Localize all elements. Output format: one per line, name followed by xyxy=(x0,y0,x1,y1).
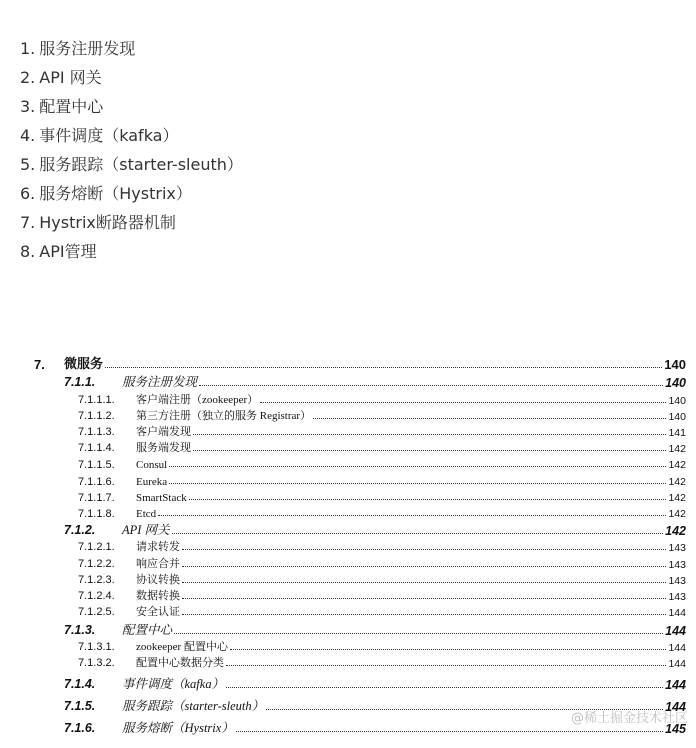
toc-entry-title: 7.1.6. 服务熔断（Hystrix） xyxy=(64,720,234,735)
toc-leader-dots xyxy=(226,687,663,688)
toc-leader-dots xyxy=(182,549,666,550)
intro-item-text: 服务注册发现 xyxy=(39,39,136,58)
toc-leader-dots xyxy=(193,434,666,435)
toc-entry-title: 7.1.2.3. 协议转换 xyxy=(78,573,180,586)
toc-entry-page: 142 xyxy=(668,443,686,456)
toc-subsection-row xyxy=(34,587,686,603)
toc-entry-title: 7.1.2.5. 安全认证 xyxy=(78,606,180,619)
toc-entry-code: 7.1.3. xyxy=(64,622,96,637)
toc-entry-title: 7.1.1.6. Eureka xyxy=(78,475,168,488)
toc-leader-dots xyxy=(105,367,662,368)
toc-entry-code: 7.1.1.4. xyxy=(78,442,115,455)
toc-subsection-row xyxy=(34,423,686,439)
table-of-contents xyxy=(34,348,686,736)
toc-entry-page: 140 xyxy=(665,376,686,391)
toc-entry-page: 144 xyxy=(665,699,686,714)
toc-section-row xyxy=(34,372,686,390)
toc-entry-code: 7.1.2.4. xyxy=(78,590,115,603)
toc-leader-dots xyxy=(182,614,666,615)
toc-entry-code: 7.1.1. xyxy=(64,375,96,390)
toc-entry-title: 7.1.3. 配置中心 xyxy=(64,622,173,637)
intro-item-text: API管理 xyxy=(39,242,97,261)
toc-chapter-code: 7. xyxy=(34,357,45,372)
intro-item-text: 事件调度（kafka） xyxy=(39,126,179,145)
intro-item-number: 7. xyxy=(20,213,36,232)
toc-subsection-row xyxy=(34,538,686,554)
toc-leader-dots xyxy=(260,402,666,403)
intro-item-number: 6. xyxy=(20,184,36,203)
toc-entry-page: 142 xyxy=(668,507,686,520)
toc-leader-dots xyxy=(226,665,666,666)
toc-entry-page: 142 xyxy=(668,475,686,488)
intro-item-number: 2. xyxy=(20,68,36,87)
toc-entry-code: 7.1.1.2. xyxy=(78,409,115,422)
toc-subsection-row xyxy=(34,638,686,654)
toc-chapter-page: 140 xyxy=(664,357,686,372)
toc-entry-code: 7.1.1.6. xyxy=(78,475,115,488)
intro-list-item xyxy=(20,239,680,268)
toc-entry-title: 7.1.1.4. 服务端发现 xyxy=(78,442,191,455)
intro-list-item xyxy=(20,94,680,123)
toc-entry-code: 7.1.1.8. xyxy=(78,507,115,520)
toc-leader-dots xyxy=(158,515,666,516)
toc-section-row xyxy=(34,619,686,637)
toc-leader-dots xyxy=(199,385,663,386)
toc-entry-code: 7.1.2. xyxy=(64,523,96,538)
toc-entry-title: 7.1.5. 服务跟踪（starter-sleuth） xyxy=(64,698,265,713)
toc-leader-dots xyxy=(169,466,666,467)
toc-entry-code: 7.1.5. xyxy=(64,698,96,713)
toc-entry-page: 143 xyxy=(668,591,686,604)
intro-list-item xyxy=(20,36,680,65)
toc-entry-title: 7.1.1.3. 客户端发现 xyxy=(78,425,191,438)
toc-entry-code: 7.1.1.3. xyxy=(78,425,115,438)
intro-item-text: Hystrix断路器机制 xyxy=(39,213,176,232)
toc-entry-title: 7.1.1.1. 客户端注册（zookeeper） xyxy=(78,393,259,406)
toc-subsection-row xyxy=(34,407,686,423)
toc-entry-page: 144 xyxy=(668,641,686,654)
toc-entry-title: 7.1.2. API 网关 xyxy=(64,523,170,538)
toc-entry-title: 7.1.2.4. 数据转换 xyxy=(78,590,180,603)
toc-entry-code: 7.1.2.3. xyxy=(78,573,115,586)
intro-list-item xyxy=(20,65,680,94)
toc-subsection-row xyxy=(34,455,686,471)
toc-leader-dots xyxy=(172,533,664,534)
toc-entry-page: 144 xyxy=(668,657,686,670)
toc-leader-dots xyxy=(169,483,666,484)
toc-entry-title: 7.1.1.7. SmartStack xyxy=(78,491,187,504)
toc-chapter-row xyxy=(34,348,686,372)
toc-entry-code: 7.1.4. xyxy=(64,676,96,691)
intro-list xyxy=(20,36,680,268)
toc-entry-page: 144 xyxy=(665,623,686,638)
intro-item-text: 服务熔断（Hystrix） xyxy=(39,184,192,203)
toc-entry-page: 142 xyxy=(668,491,686,504)
toc-entry-page: 141 xyxy=(668,426,686,439)
toc-entry-code: 7.1.6. xyxy=(64,720,96,735)
toc-leader-dots xyxy=(193,450,666,451)
toc-entry-title: 7.1.2.1. 请求转发 xyxy=(78,541,180,554)
toc-section-row xyxy=(34,520,686,538)
toc-leader-dots xyxy=(182,598,666,599)
toc-subsection-row xyxy=(34,603,686,619)
intro-list-item xyxy=(20,181,680,210)
toc-entry-code: 7.1.2.2. xyxy=(78,557,115,570)
toc-entry-code: 7.1.2.5. xyxy=(78,606,115,619)
toc-entry-page: 143 xyxy=(668,558,686,571)
toc-entry-page: 142 xyxy=(665,524,686,539)
toc-entry-title: 7.1.1.8. Etcd xyxy=(78,507,157,520)
toc-entry-page: 142 xyxy=(668,459,686,472)
toc-entry-page: 140 xyxy=(668,410,686,423)
intro-item-text: 配置中心 xyxy=(39,97,104,116)
toc-subsection-row xyxy=(34,488,686,504)
intro-item-number: 1. xyxy=(20,39,36,58)
intro-list-item xyxy=(20,210,680,239)
toc-subsection-row xyxy=(34,571,686,587)
toc-entry-title: 7.1.1.5. Consul xyxy=(78,459,168,472)
toc-leader-dots xyxy=(236,731,663,732)
toc-entry-title: 7.1.3.1. zookeeper 配置中心 xyxy=(78,640,228,653)
toc-entry-title: 7.1.2.2. 响应合并 xyxy=(78,557,180,570)
toc-chapter-title: 微服务 xyxy=(64,356,104,371)
toc-entry-title: 7.1.1. 服务注册发现 xyxy=(64,375,198,390)
toc-entry-page: 143 xyxy=(668,574,686,587)
toc-leader-dots xyxy=(230,649,667,650)
toc-entry-title: 7.1.1.2. 第三方注册（独立的服务 Registrar） xyxy=(78,409,312,422)
toc-entry-page: 145 xyxy=(665,721,686,736)
intro-list-item xyxy=(20,152,680,181)
intro-item-number: 5. xyxy=(20,155,36,174)
toc-subsection-row xyxy=(34,554,686,570)
intro-item-text: 服务跟踪（starter-sleuth） xyxy=(39,155,243,174)
watermark: @稀土掘金技术社区 xyxy=(570,711,688,726)
toc-leader-dots xyxy=(313,418,666,419)
intro-item-number: 8. xyxy=(20,242,36,261)
toc-entry-page: 143 xyxy=(668,542,686,555)
intro-item-number: 4. xyxy=(20,126,36,145)
toc-entry-page: 144 xyxy=(668,607,686,620)
toc-leader-dots xyxy=(182,566,666,567)
toc-entry-code: 7.1.1.1. xyxy=(78,393,115,406)
toc-entry-title: 7.1.4. 事件调度（kafka） xyxy=(64,676,225,691)
toc-subsection-row xyxy=(34,439,686,455)
toc-entry-code: 7.1.1.7. xyxy=(78,491,115,504)
toc-entry-code: 7.1.3.2. xyxy=(78,656,115,669)
toc-entry-code: 7.1.3.1. xyxy=(78,640,115,653)
toc-leader-dots xyxy=(189,499,667,500)
toc-section-row xyxy=(34,670,686,692)
toc-subsection-row xyxy=(34,654,686,670)
toc-entry-page: 144 xyxy=(665,677,686,692)
intro-item-text: API 网关 xyxy=(39,68,102,87)
toc-subsection-row xyxy=(34,504,686,520)
intro-item-number: 3. xyxy=(20,97,36,116)
toc-subsection-row xyxy=(34,390,686,406)
toc-subsection-row xyxy=(34,471,686,487)
toc-leader-dots xyxy=(174,633,663,634)
intro-list-item xyxy=(20,123,680,152)
toc-entry-page: 140 xyxy=(668,394,686,407)
toc-leader-dots xyxy=(182,582,666,583)
toc-entry-code: 7.1.1.5. xyxy=(78,459,115,472)
toc-entry-code: 7.1.2.1. xyxy=(78,541,115,554)
toc-entry-title: 7.1.3.2. 配置中心数据分类 xyxy=(78,656,224,669)
